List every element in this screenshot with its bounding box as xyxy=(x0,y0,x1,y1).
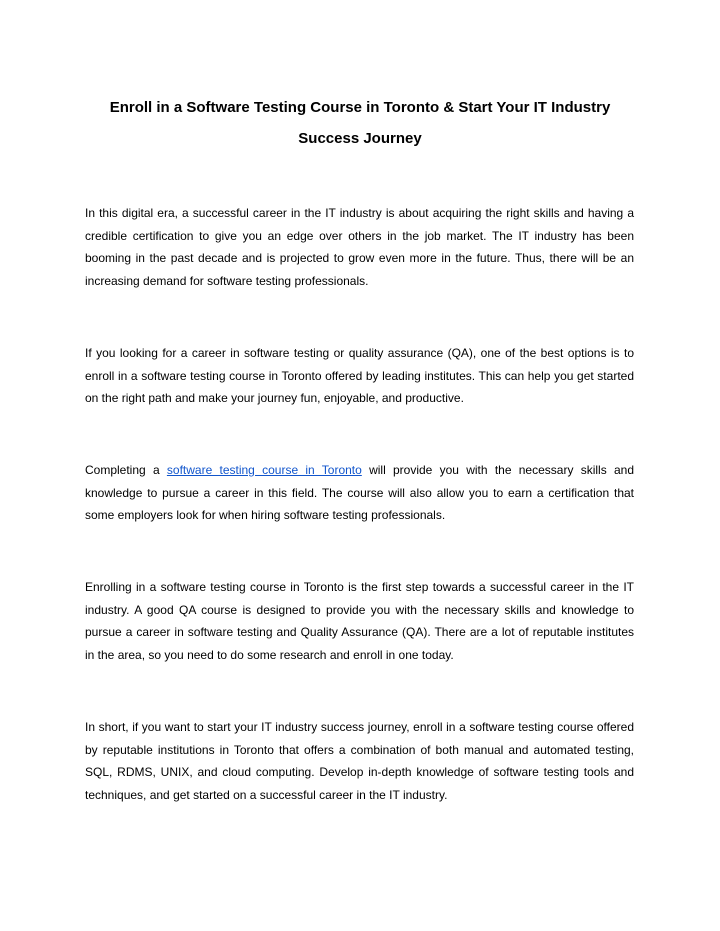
paragraph-enrolling: Enrolling in a software testing course in Toronto is the first step towards a successful career in the IT industry. A good QA course is designed to provide you with the necessary skills and knowledge to pursue a career in software testing and Quality Assurance (QA). There are a lot of reputable institutes in the area, so you need to do some research and enroll in one today. xyxy=(85,580,634,662)
paragraph-text-after-link: will provide you with the necessary skills and knowledge to pursue a career in this field. The course will also allow you to earn a certification that some employers look for when hiring software testing professionals. xyxy=(85,463,634,522)
paragraph-career-options: If you looking for a career in software testing or quality assurance (QA), one of the best options is to enroll in a software testing course in Toronto offered by leading institutes. This can help you get started on the right path and make your journey fun, enjoyable, and productive. xyxy=(85,346,634,405)
document-title: Enroll in a Software Testing Course in Toronto & Start Your IT Industry Success Journey xyxy=(109,99,611,147)
paragraph-intro: In this digital era, a successful career in the IT industry is about acquiring the right skills and having a credible certification to give you an edge over others in the job market. The IT industry has been booming in the past decade and is projected to grow even more in the future. Thus, there will be an increasing demand for software testing professionals. xyxy=(85,206,634,288)
paragraph-text-before-link: Completing a xyxy=(85,463,167,477)
paragraph-course-benefits xyxy=(85,459,634,527)
paragraph-summary: In short, if you want to start your IT industry success journey, enroll in a software testing course offered by reputable institutions in Toronto that offers a combination of both manual and automated testing, SQL, RDMS, UNIX, and cloud computing. Develop in-depth knowledge of software testing tools and techniques, and get started on a successful career in the IT industry. xyxy=(85,720,634,802)
course-link[interactable]: software testing course in Toronto xyxy=(166,463,362,477)
